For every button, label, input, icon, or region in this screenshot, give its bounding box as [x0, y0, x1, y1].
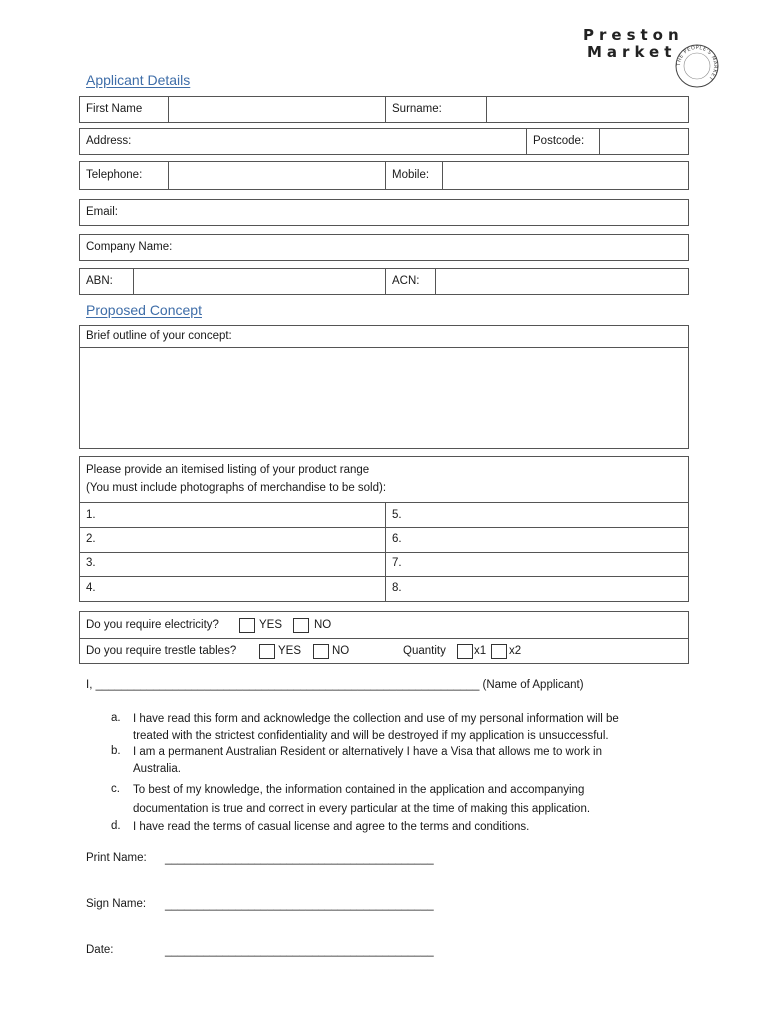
product-item[interactable]: 6.	[392, 533, 402, 545]
quantity-x2-checkbox[interactable]	[491, 644, 507, 659]
print-name-label: Print Name:	[86, 852, 147, 864]
email-row[interactable]	[79, 199, 689, 226]
electricity-no-label: NO	[314, 619, 332, 631]
sign-name-line[interactable]: __________________________________________	[165, 899, 434, 911]
declaration-line: I am a permanent Australian Resident or alternatively I have a Visa that allows me to work in	[133, 746, 602, 758]
abn-label: ABN:	[86, 275, 113, 287]
product-item[interactable]: 1.	[86, 509, 96, 521]
address-label: Address:	[86, 135, 132, 147]
applicant-name-line[interactable]: ____________________________________________________________	[95, 679, 480, 691]
product-listing-box	[79, 456, 689, 602]
declaration-line: Australia.	[133, 763, 181, 775]
electricity-no-checkbox[interactable]	[293, 618, 309, 633]
mobile-label: Mobile:	[392, 169, 430, 181]
outline-label: Brief outline of your concept:	[86, 330, 232, 342]
market-seal-logo	[674, 43, 720, 89]
email-label: Email:	[86, 206, 118, 218]
product-item[interactable]: 2.	[86, 533, 96, 545]
declaration-item-b	[133, 744, 602, 778]
phone-row	[79, 161, 689, 190]
applicant-details-title: Applicant Details	[86, 72, 191, 88]
mobile-field[interactable]	[443, 162, 688, 189]
logo-preston: Preston	[583, 26, 684, 44]
product-item[interactable]: 5.	[392, 509, 402, 521]
product-item[interactable]: 3.	[86, 557, 96, 569]
tables-yes-checkbox[interactable]	[259, 644, 275, 659]
tables-no-checkbox[interactable]	[313, 644, 329, 659]
acn-label: ACN:	[392, 275, 420, 287]
listing-instruction-line2: (You must include photographs of merchandise to be sold):	[86, 482, 387, 494]
tables-no-label: NO	[332, 645, 350, 657]
first-name-field[interactable]	[169, 97, 385, 122]
declaration-item-c	[133, 782, 590, 818]
print-name-line[interactable]: __________________________________________	[165, 853, 434, 865]
product-item[interactable]: 8.	[392, 582, 402, 594]
quantity-x1-checkbox[interactable]	[457, 644, 473, 659]
declaration-intro-suffix: (Name of Applicant)	[479, 679, 584, 691]
surname-label: Surname:	[392, 103, 442, 115]
declaration-intro-prefix: I,	[86, 679, 96, 691]
declaration-line: I have read this form and acknowledge the collection and use of my personal information will be	[133, 713, 619, 725]
sign-name-label: Sign Name:	[86, 898, 147, 910]
listing-instruction-line1: Please provide an itemised listing of your product range	[86, 464, 370, 476]
first-name-label: First Name	[86, 103, 143, 115]
quantity-x2-label: x2	[509, 645, 522, 657]
concept-outline-box	[79, 325, 689, 449]
electricity-question: Do you require electricity?	[86, 619, 219, 631]
telephone-label: Telephone:	[86, 169, 143, 181]
surname-field[interactable]	[487, 97, 688, 122]
requirements-box	[79, 611, 689, 664]
quantity-x1-label: x1	[474, 645, 487, 657]
seal-text: THE PEOPLE'S MARKET	[675, 44, 719, 82]
company-row[interactable]	[79, 234, 689, 261]
abn-field[interactable]	[134, 269, 385, 294]
declaration-letter: c.	[111, 783, 120, 795]
date-line[interactable]: __________________________________________	[165, 945, 434, 957]
trestle-tables-question: Do you require trestle tables?	[86, 645, 237, 657]
declaration-letter: d.	[111, 820, 121, 832]
declaration-item-a	[133, 711, 619, 745]
proposed-concept-title: Proposed Concept	[86, 302, 202, 318]
acn-field[interactable]	[436, 269, 688, 294]
date-label: Date:	[86, 944, 114, 956]
concept-outline-field[interactable]	[80, 348, 688, 448]
logo-market: Market	[587, 43, 677, 61]
electricity-yes-label: YES	[259, 619, 283, 631]
abn-acn-row	[79, 268, 689, 295]
address-field[interactable]	[140, 129, 526, 154]
telephone-field[interactable]	[169, 162, 385, 189]
declaration-item-d	[133, 819, 529, 836]
declaration-letter: a.	[111, 712, 121, 724]
declaration-line: documentation is true and correct in every particular at the time of making this application.	[133, 803, 591, 815]
name-row	[79, 96, 689, 123]
tables-yes-label: YES	[278, 645, 302, 657]
product-item[interactable]: 7.	[392, 557, 402, 569]
product-item[interactable]: 4.	[86, 582, 96, 594]
quantity-label: Quantity	[403, 645, 446, 657]
declaration-letter: b.	[111, 745, 121, 757]
electricity-yes-checkbox[interactable]	[239, 618, 255, 633]
declaration-intro	[86, 679, 584, 691]
postcode-label: Postcode:	[533, 135, 585, 147]
declaration-line: I have read the terms of casual license and agree to the terms and conditions.	[133, 821, 530, 833]
declaration-line: To best of my knowledge, the information contained in the application and accompanying	[133, 784, 585, 796]
declaration-line: treated with the strictest confidentiality and will be destroyed if my application is unsuccessful.	[133, 730, 609, 742]
company-name-label: Company Name:	[86, 241, 173, 253]
postcode-field[interactable]	[600, 129, 688, 154]
address-row	[79, 128, 689, 155]
